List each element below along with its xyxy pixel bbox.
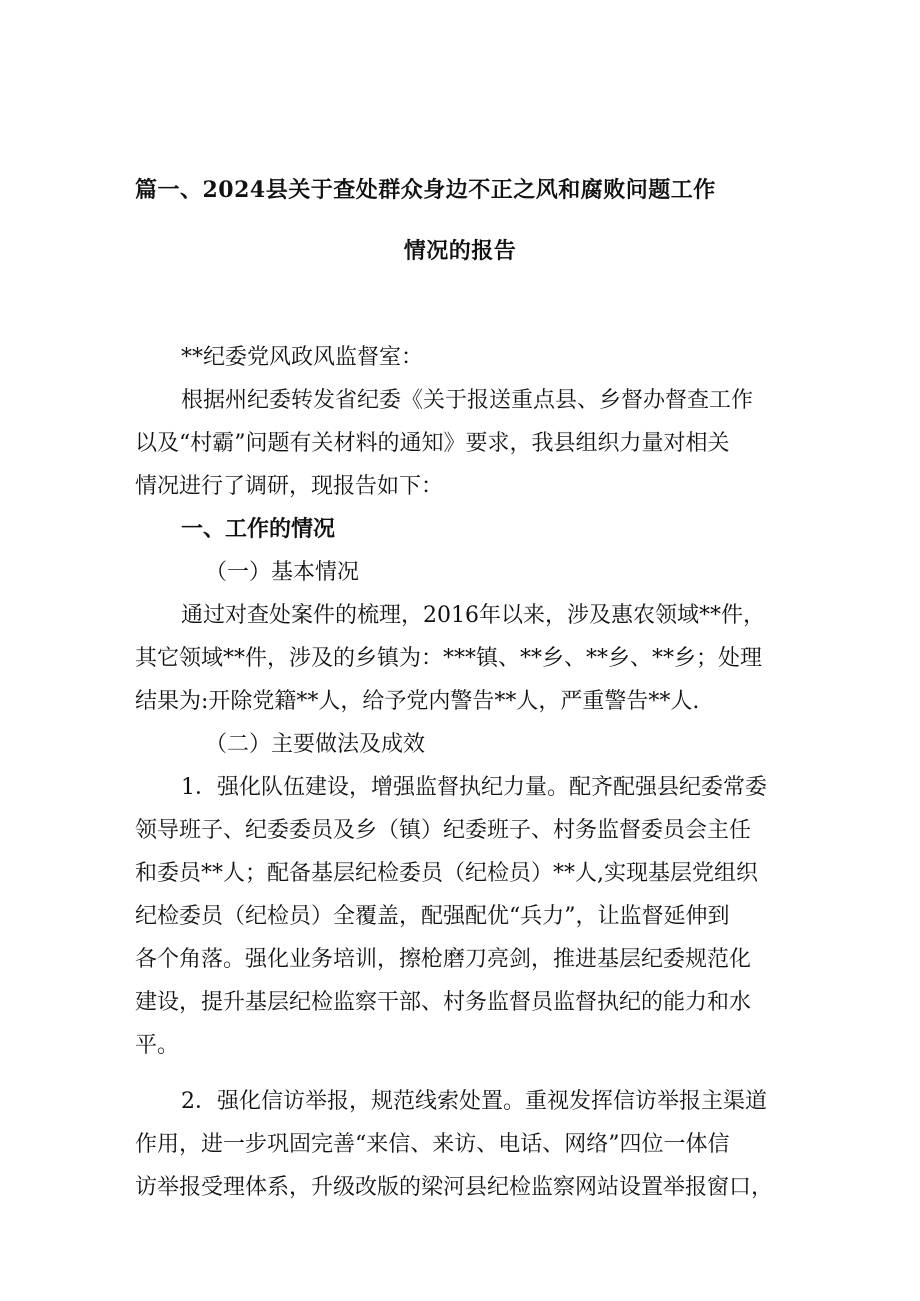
text-line: 其它领域**件，涉及的乡镇为：***镇、**乡、**乡、**乡；处理 — [135, 646, 763, 671]
text-line: 通过对查处案件的梳理，2016年以来，涉及惠农领域**件， — [181, 603, 765, 628]
text-line: 领导班子、纪委委员及乡（镇）纪委班子、村务监督委员会主任 — [135, 818, 752, 843]
document-title-line-2: 情况的报告 — [403, 238, 517, 264]
paragraph-gap — [135, 1067, 795, 1080]
document-body — [135, 336, 795, 1209]
text-line: 平。 — [135, 1033, 180, 1058]
text-line: 和委员**人；配备基层纪检委员（纪检员）**人,实现基层党组织 — [135, 861, 758, 886]
text-line: 以及“村霸”问题有关材料的通知》要求，我县组织力量对相关 — [135, 431, 730, 456]
text-line: 访举报受理体系，升级改版的梁河县纪检监察网站设置举报窗口， — [135, 1175, 774, 1200]
text-line: 情况进行了调研，现报告如下： — [135, 474, 444, 499]
document-title-line-1: 篇一、2024县关于查处群众身边不正之风和腐败问题工作 — [135, 177, 716, 203]
text-line: 一、工作的情况 — [181, 516, 336, 542]
text-line: 各个角落。强化业务培训，擦枪磨刀亮剑，推进基层纪委规范化 — [135, 947, 752, 972]
text-line: 建设，提升基层纪检监察干部、村务监督员监督执纪的能力和水 — [135, 990, 752, 1015]
text-line: 作用，进一步巩固完善“来信、来访、电话、网络”四位一体信 — [135, 1132, 730, 1157]
text-line: 2．强化信访举报，规范线索处置。重视发挥信访举报主渠道 — [181, 1089, 767, 1114]
text-line: 根据州纪委转发省纪委《关于报送重点县、乡督办督查工作 — [181, 388, 754, 413]
text-line: 纪检委员（纪检员）全覆盖，配强配优“兵力”，让监督延伸到 — [135, 904, 730, 929]
text-line: （一）基本情况 — [205, 560, 360, 585]
text-line: **纪委党风政风监督室： — [181, 345, 424, 370]
text-line: （二）主要做法及成效 — [205, 732, 426, 757]
text-line: 1．强化队伍建设，增强监督执纪力量。配齐配强县纪委常委 — [181, 775, 767, 800]
text-line: 结果为:开除党籍**人，给予党内警告**人，严重警告**人. — [135, 689, 700, 714]
